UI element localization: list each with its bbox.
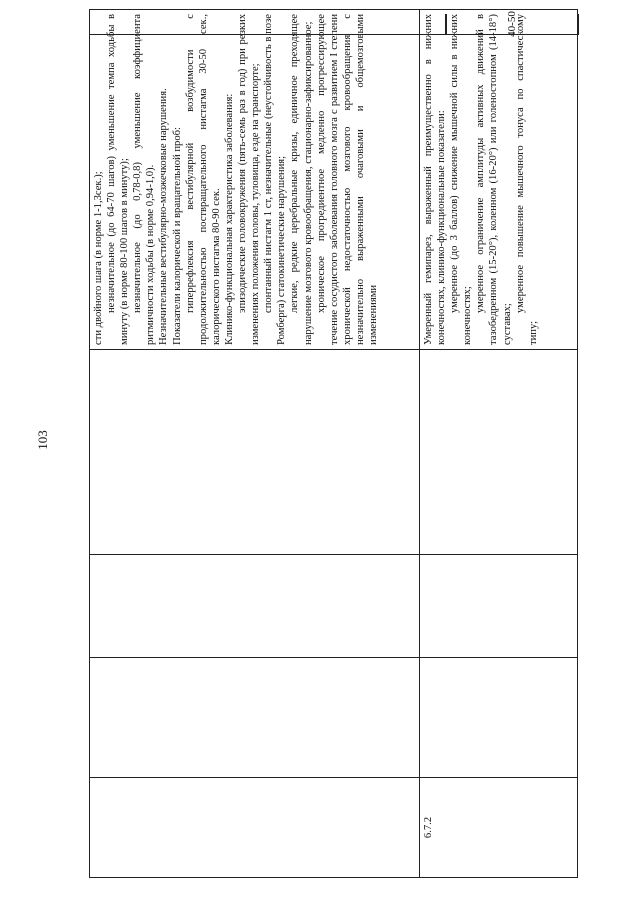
- page-number: 103: [35, 430, 50, 450]
- criteria-line: Умеренный гемипарез, выраженный преимущественно в нижних конечностях, клинико-функциональные показатели:: [423, 14, 448, 345]
- empty-cell: [420, 658, 578, 778]
- criteria-line: Незначительные вестибулярно-мозжечковые нарушения.: [158, 88, 170, 345]
- criteria-line: спонтанный нистагм 1 ст, незначительные (неустойчивость в позе Ромберга) статокинетические нарушения;: [263, 14, 288, 345]
- empty-cell: [420, 555, 578, 658]
- criteria-line: умеренное (до 3 баллов) снижение мышечной силы в нижних конечностях;: [449, 14, 474, 345]
- criteria-text-cell: [90, 10, 420, 350]
- criteria-line: незначительное (до 0,78-0,8) уменьшение коэффициента ритмичности ходьбы (в норме 0,94-1,0).: [132, 14, 157, 345]
- criteria-line: незначительное (до 64-70 шагов) уменьшение темпа ходьбы в минуту (в норме 80-100 шагов в минуту);: [106, 14, 131, 345]
- criteria-text-cell: [420, 10, 578, 350]
- criteria-line: сти двойного шага (в норме 1-1,3сек.);: [93, 171, 104, 345]
- criteria-line: легкие, редкие церебральные кризы, единичное преходящее нарушение мозгового кровообращения, стационарно-зафиксированное;: [289, 14, 314, 345]
- empty-cell: [420, 350, 578, 555]
- row-number-cell: 6.7.2: [420, 778, 578, 878]
- score-value: 40-50: [505, 11, 518, 37]
- rotated-table-sheet: [89, 14, 577, 878]
- score-strip: [89, 11, 577, 37]
- disability-criteria-table: [89, 9, 578, 878]
- empty-cell: [90, 350, 420, 555]
- row-number-cell: [90, 778, 420, 878]
- table-row: [90, 10, 420, 878]
- criteria-line: умеренное ограничение амплитуды активных движений в тазобедренном (15-20°), коленном (16-20°) или голеностопном (14-18°) суставах;: [475, 14, 513, 345]
- table-landscape: [89, 14, 577, 878]
- score-cell: [445, 11, 579, 37]
- criteria-line: Клинико-функциональная характеристика заболевания:: [223, 93, 235, 345]
- table-row: [420, 10, 578, 878]
- criteria-line: Показатели калорической и вращательной проб:: [171, 127, 183, 345]
- empty-cell: [90, 555, 420, 658]
- criteria-line: гиперрефлексия вестибулярной возбудимости с продолжительностью поствращательного нистагма 30-50 сек., калорического нистагма 80-90 сек.: [184, 14, 222, 345]
- criteria-line: хроническое прогредиентное медленно прогрессирующее течение сосудистого заболевания головного мозга с развитием I степени хронической недостаточностью мозгового кровообращения с незначительно выраженными очаговыми и общемозговыми изменениями: [315, 14, 379, 345]
- criteria-line: умеренное повышение мышечного тонуса по спастическому типу;: [514, 14, 539, 345]
- criteria-line: эпизодические головокружения (пять-семь раз в год) при резких изменениях положения головы, туловища, езде на транспорте;: [237, 14, 262, 345]
- empty-cell: [90, 658, 420, 778]
- score-cell-top: [89, 14, 447, 35]
